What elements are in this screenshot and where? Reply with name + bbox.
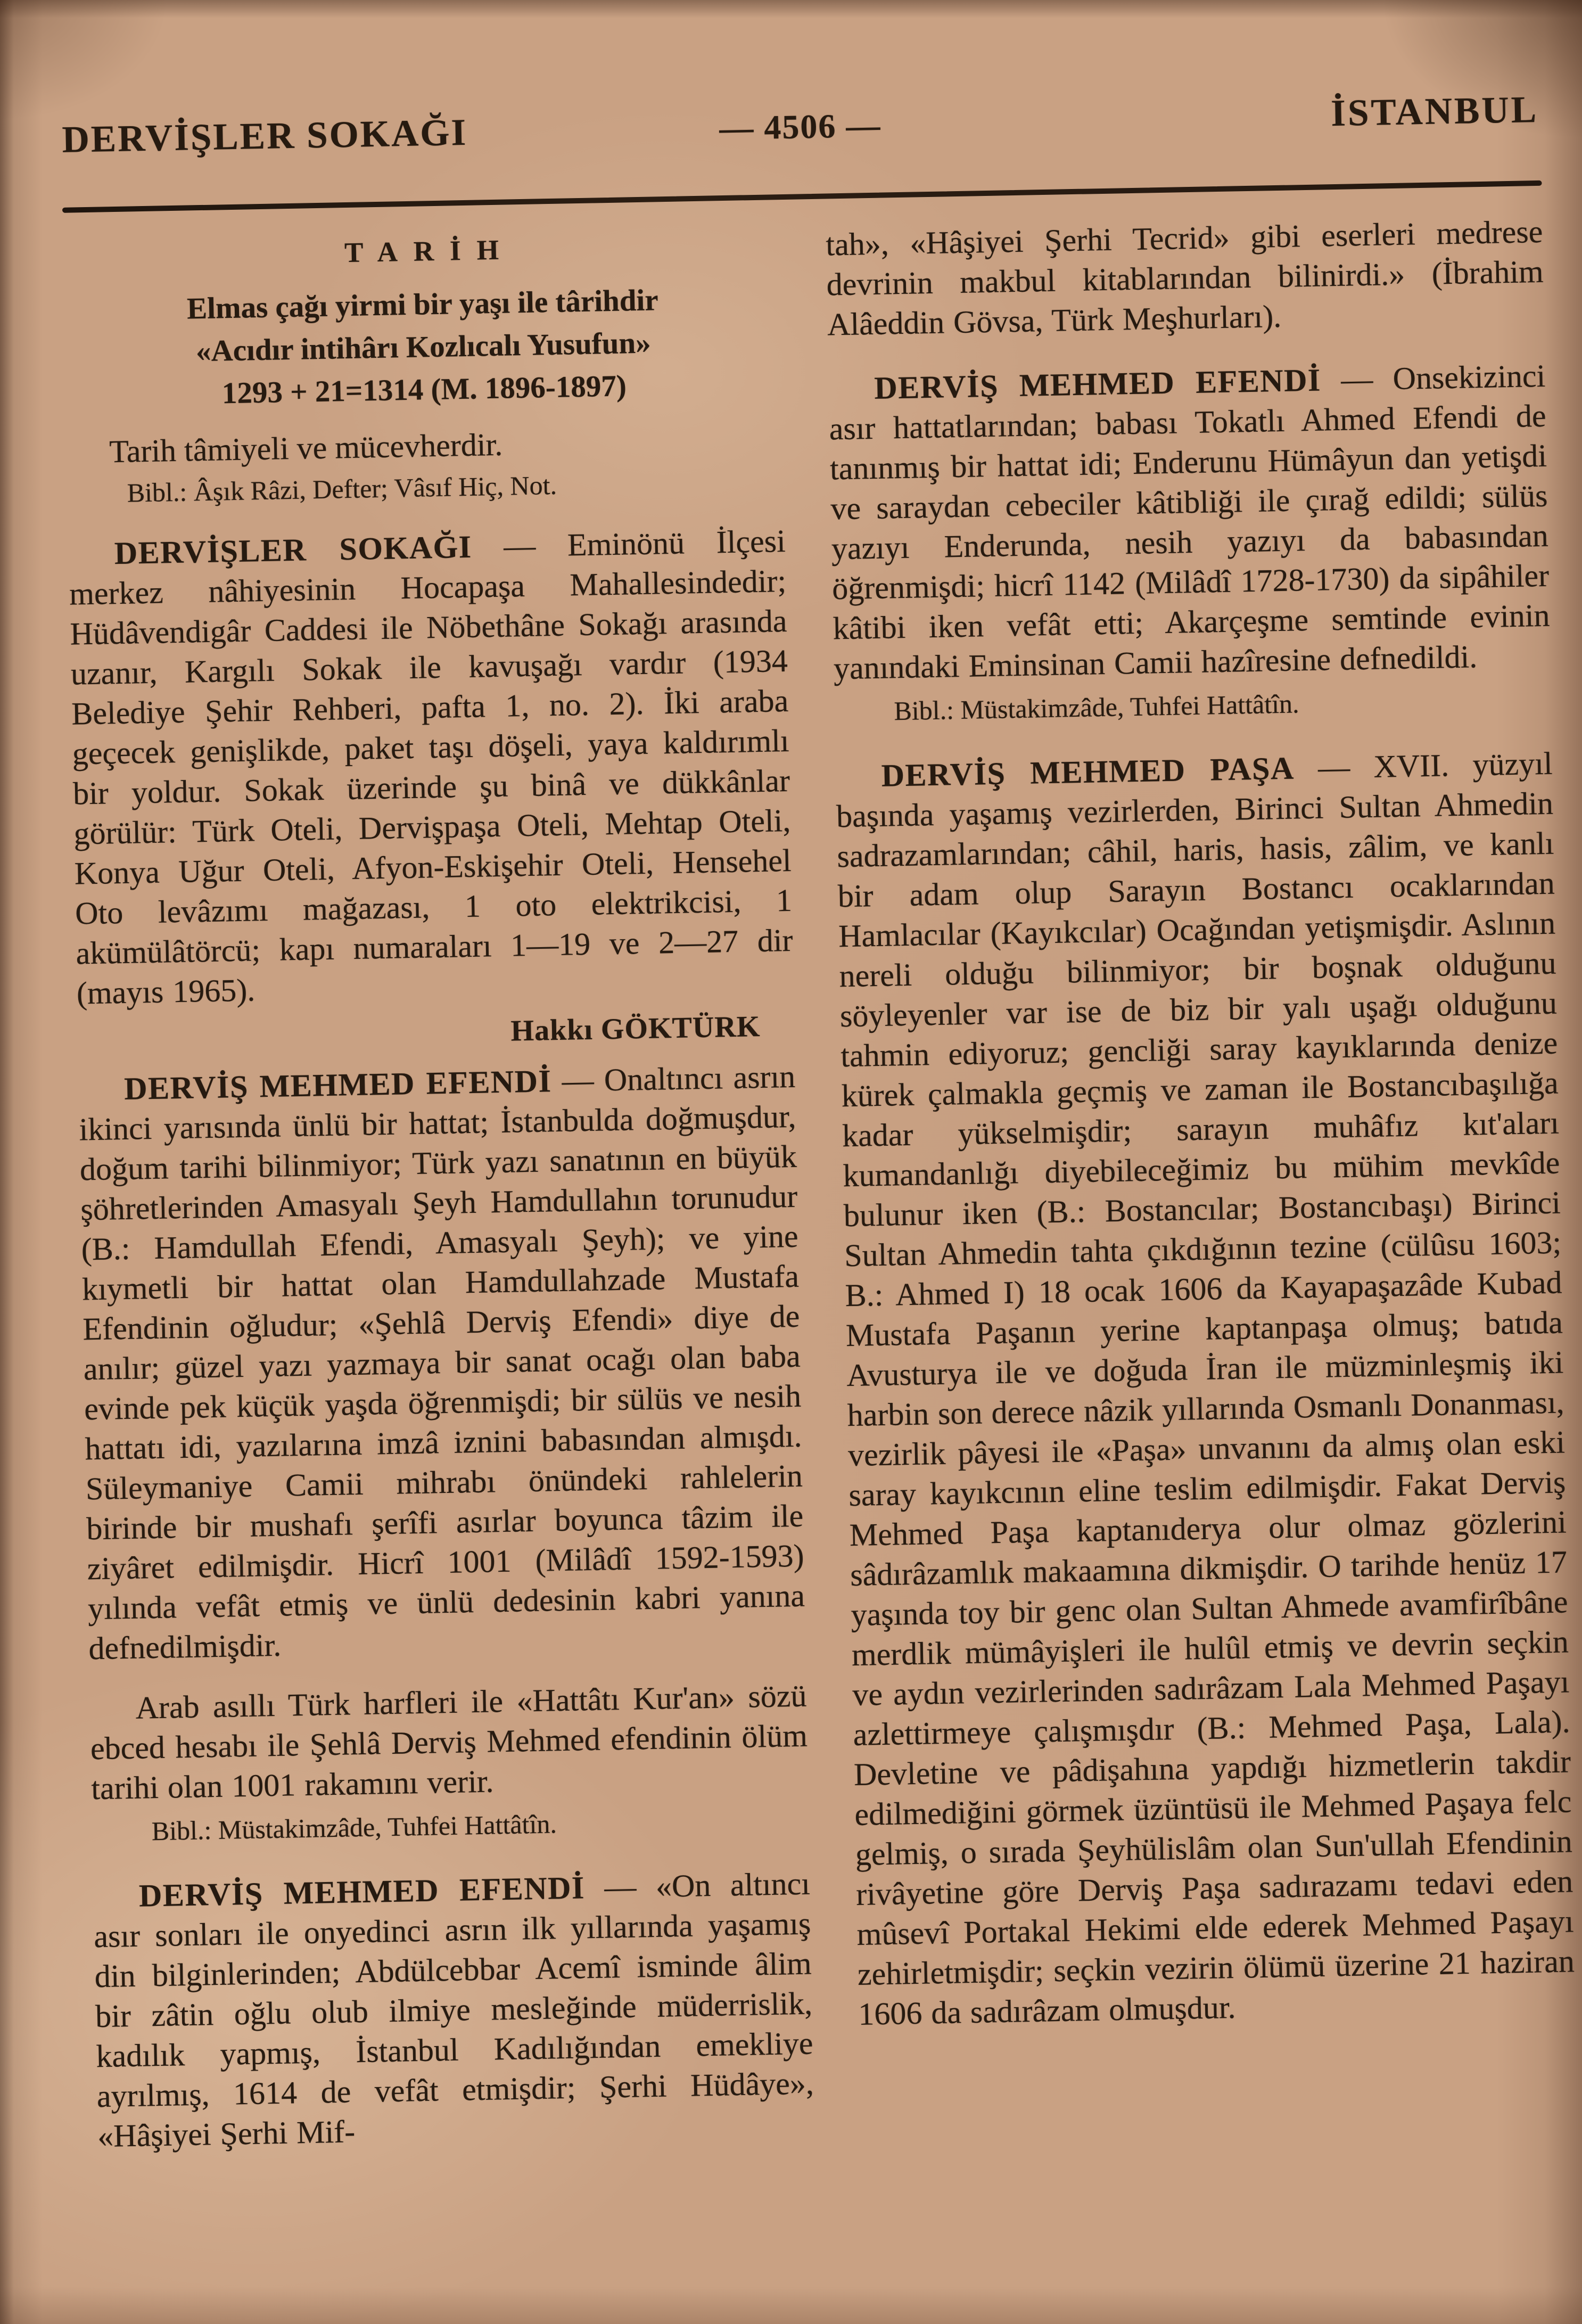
article-body: — XVII. yüzyıl başında yaşamış vezirlerden, Birinci Sultan Ahmedin sadrazamlarından; câhil, haris, hasis, zâlim, ve kanlı bir adam olup Sarayın Bostancı ocaklarından Hamlacılar (Kayıkcılar) Ocağından yetişmişdir. Aslının nereli olduğu bilinmiyor; bir boşnak olduğunu söyleyenler var ise de biz bir yalı uşağı olduğunu tahmin ediyoruz; gencliği saray kayıklarında denize kürek çalmakla geçmiş ve zaman ile Bostancıbaşılığa kadar yükselmişdir; sarayın muhâfız kıt'aları kumandanlığı diyebileceğimiz bu mühim mevkîde bulunur iken (B.: Bostancılar; Bostancıbaşı) Birinci Sultan Ahmedin tahta çıkdığının tezine (cülûsu 1603; B.: Ahmed I) 18 ocak 1606 da Kayapaşazâde Kubad Mustafa Paşanın yerine kaptanpaşa olmuş; batıda Avusturya ile ve doğuda İran ile müzminleşmiş iki harbin son derece nâzik yıllarında Osmanlı Donanması, vezirlik pâyesi ile «Paşa» unvanını da almış olan eski saray kayıkcının eline teslim edilmişdir. Fakat Derviş Mehmed Paşa kaptanıderya olur olmaz gözlerini sâdırâzamlık makaamına dikmişdir. O tarihde henüz 17 yaşında toy bir genc olan Sultan Ahmede avamfirîbâne merdlik mümâyişleri ile hulûl etmiş ve devrin seçkin ve aydın vezirlerinden sadırâzam Lala Mehmed Paşayı azlettirmeye çalışmışdır (B.: Mehmed Paşa, Lala). Devletine ve pâdişahına yapdığı hizmetlerin takdir edilmediğini görmek üzüntüsü ile Mehmed Paşaya felc gelmiş, o sırada Şeyhülislâm olan Sun'ullah Efendinin rivâyetine göre Derviş Paşa sadırazamı tedavi eden mûsevî Portakal Hekimi elde ederek Mehmed Paşayı zehirletmişdir; seçkin vezirin ölümü üzerine 21 haziran 1606 da sadırâzam olmuşdur. — [836, 745, 1575, 2032]
poem-line: «Acıdır intihârı Kozlıcalı Yusufun» — [195, 326, 652, 368]
bibliography-line: Bibl.: Müstakimzâde, Tuhfei Hattâtîn. — [893, 688, 1299, 726]
article-body: — Onsekizinci asır hattatlarından; babası Tokatlı Ahmed Efendi de tanınmış bir hattat idi; Enderunu Hümâyun dan yetişdi ve saraydan cebeciler kâtibliği ile çırağ edildi; sülüs yazıyı Enderunda, nesih yazıyı da babasından öğrenmişdi; hicrî 1142 (Milâdî 1728-1730) da sipâhiler kâtibi iken vefât etti; Akarçeşme semtinde evinin yanındaki Eminsinan Camii hazîresine defnedildi. — [829, 358, 1551, 686]
page-number: — 4506 — — [719, 106, 881, 147]
article-title: DERVİŞ MEHMED EFENDİ — [123, 1063, 552, 1106]
article-title: DERVİŞ MEHMED EFENDİ — [874, 362, 1322, 406]
bibliography-line: Bibl.: Âşık Râzi, Defter; Vâsıf Hiç, Not. — [127, 470, 557, 508]
poem-note: Tarih tâmiyeli ve mücevherdir. — [109, 426, 503, 470]
article-dervis-mehmed-efendi-1 — [78, 1057, 806, 1669]
left-column — [63, 226, 818, 2324]
article-body: — «On altıncı asır sonları ile onyedinci asrın ilk yıllarında yaşamış din bilginlerinden; Abdülcebbar Acemî isminde âlim bir zâtin oğlu olub ilmiye mesleğinde müderrislik, kadılık yapmış, İstanbul Kadılığından emekliye ayrılmış, 1614 de vefât etmişdir; Şerhi Hüdâye», «Hâşiyei Şerhi Mif- — [93, 1866, 814, 2154]
text-columns — [63, 212, 1581, 2324]
article-title: DERVİŞ MEHMED PAŞA — [881, 750, 1295, 793]
article-dervis-mehmed-efendi-2 — [93, 1864, 814, 2157]
article-body: — Eminönü İlçesi merkez nâhiyesinin Hocapaşa Mahallesindedir; Hüdâvendigâr Caddesi ile Nöbethâne Sokağı arasında uzanır, Kargılı Sokak ile kavuşağı vardır (1934 Belediye Şehir Rehberi, pafta 1, no. 2). İki araba geçecek genişlikde, paket taşı döşeli, yaya kaldırımlı bir yoldur. Sokak üzerinde şu binâ ve dükkânlar görülür: Türk Oteli, Dervişpaşa Oteli, Mehtap Oteli, Konya Uğur Oteli, Afyon-Eskişehir Oteli, Hensehel Oto levâzımı mağazası, 1 oto elektrikcisi, 1 akümülâtörcü; kapı numaraları 1—19 ve 2—27 dir (mayıs 1965). — [69, 523, 793, 1011]
running-header-entry-title: DERVİŞLER SOKAĞI — [61, 111, 468, 161]
running-header-work-title: İSTANBUL — [1330, 88, 1539, 135]
article-title: DERVİŞLER SOKAĞI — [114, 529, 473, 571]
header-rule — [62, 180, 1542, 213]
author-signature: Hakkı GÖKTÜRK — [510, 1010, 761, 1048]
article-body: — Onaltıncı asrın ikinci yarısında ünlü bir hattat; İstanbulda doğmuşdur, doğum tarihi bilinmiyor; Türk yazı sanatının en büyük şöhretlerinden Amasyalı Şeyh Hamdullahın torunudur (B.: Hamdullah Efendi, Amasyalı Şeyh); ve yine kıymetli bir hattat olan Hamdullahzade Mustafa Efendinin oğludur; «Şehlâ Derviş Efendi» diye de anılır; güzel yazı yazmaya bir sanat ocağı olan baba evinde pek küçük yaşda öğrenmişdi; bir sülüs ve nesih hattatı idi, yazılarına imzâ iznini babasından almışdı. Süleymaniye Camii mihrabı önündeki rahlelerin birinde bir mushafı şerîfi asırlar boyunca tâzim ile ziyâret edilmişdir. Hicrî 1001 (Milâdî 1592-1593) yılında vefât etmiş ve ünlü dedesinin kabri yanına defnedilmişdir. — [79, 1058, 805, 1666]
running-header — [61, 88, 1539, 167]
right-column — [826, 212, 1581, 2323]
article-dervis-mehmed-efendi-3 — [828, 356, 1551, 689]
tarih-section-heading: TARİH — [344, 234, 515, 269]
article-dervis-mehmed-efendi-1-paragraph-2: Arab asıllı Türk harfleri ile «Hattâtı Kur'an» sözü ebced hesabı ile Şehlâ Derviş Mehmed efendinin ölüm tarihi olan 1001 rakamını verir. — [90, 1678, 808, 1806]
poem-line: 1293 + 21=1314 (M. 1896-1897) — [221, 369, 627, 410]
article-dervis-mehmed-pasa — [835, 744, 1576, 2034]
bibliography-line: Bibl.: Müstakimzâde, Tuhfei Hattâtîn. — [151, 1809, 557, 1846]
poem-line: Elmas çağı yirmi bir yaşı ile târihdir — [186, 283, 659, 326]
article-continuation: tah», «Hâşiyei Şerhi Tecrid» gibi eserleri medrese devrinin makbul kitablarından bilinirdi.» (İbrahim Alâeddin Gövsa, Türk Meşhurları). — [825, 213, 1544, 342]
chronogram-poem — [64, 277, 783, 418]
article-dervisler-sokagi — [68, 521, 794, 1014]
article-title: DERVİŞ MEHMED EFENDİ — [138, 1870, 586, 1914]
